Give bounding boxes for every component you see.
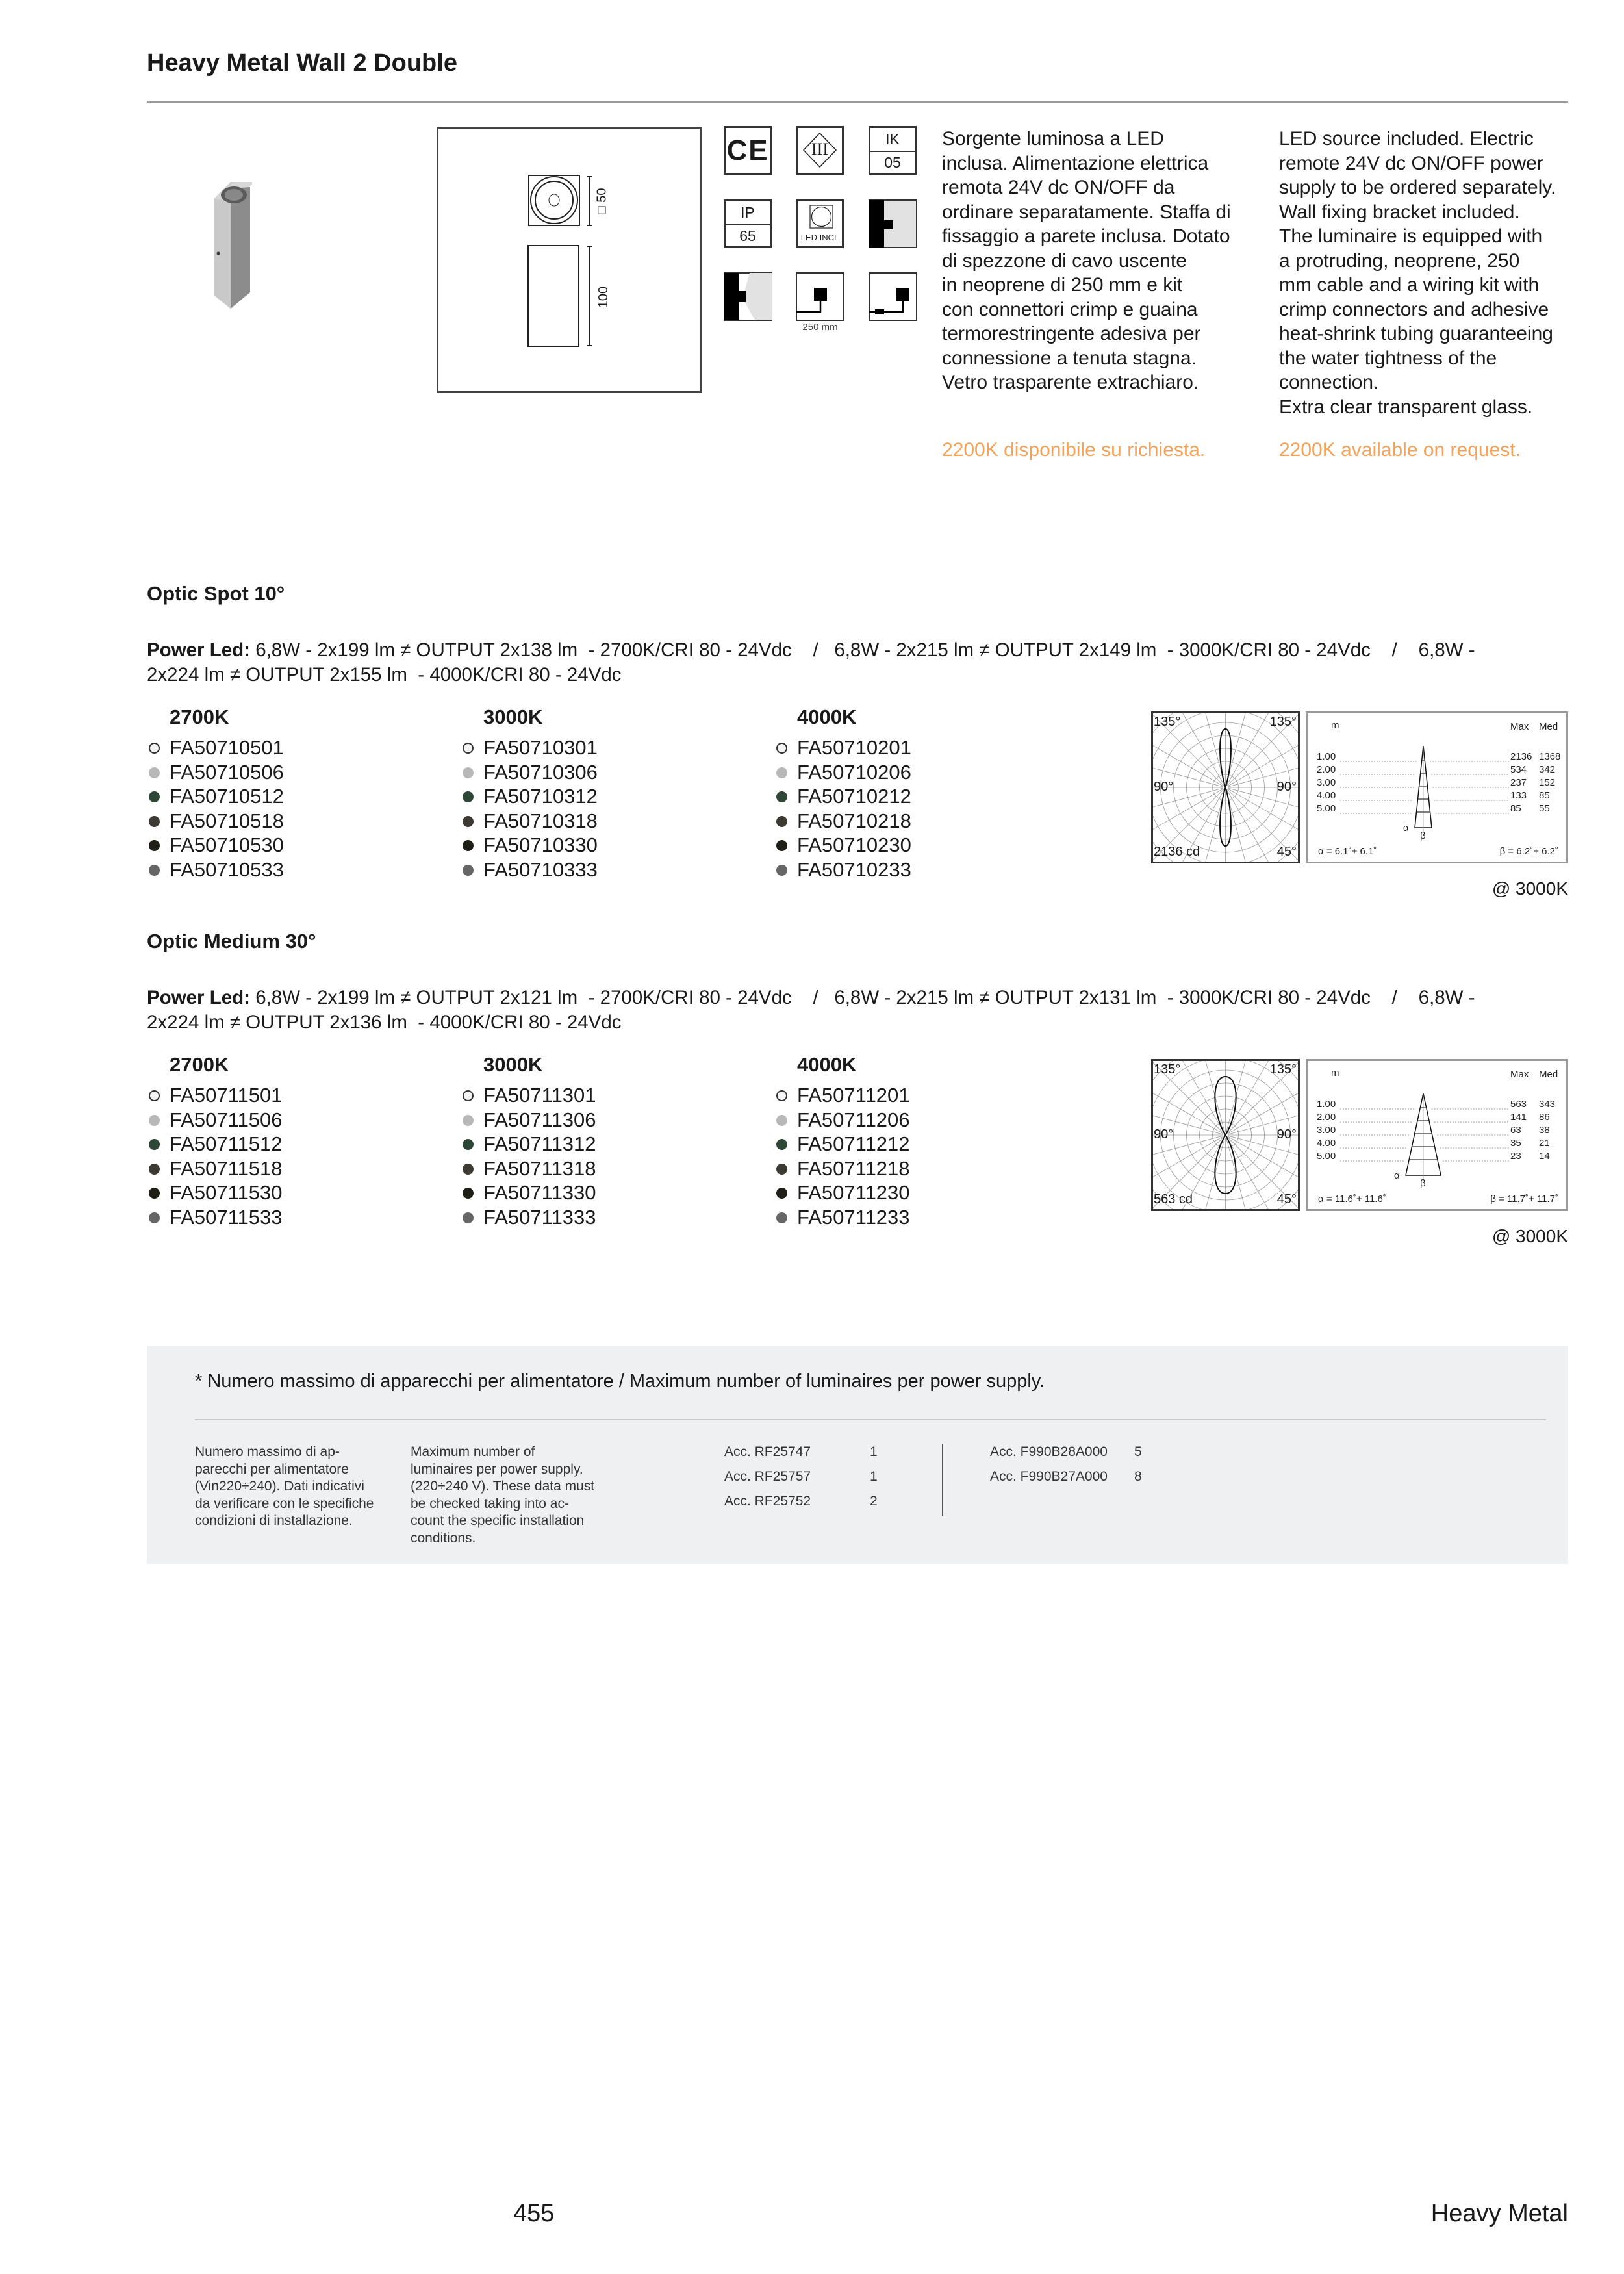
angle-label: 90° bbox=[1276, 780, 1297, 794]
product-code-row bbox=[483, 1181, 596, 1205]
finish-color-swatch bbox=[149, 791, 160, 802]
alpha-symbol: α bbox=[1394, 1170, 1400, 1181]
supply-text-line: da verificare con le specifiche bbox=[195, 1496, 374, 1511]
angle-label: 90° bbox=[1154, 780, 1174, 794]
product-code-row bbox=[797, 1156, 910, 1181]
supply-text-line: conditions. bbox=[411, 1530, 476, 1546]
finish-color-swatch bbox=[776, 767, 787, 778]
product-code-row bbox=[483, 858, 598, 882]
power-supply-divider bbox=[195, 1419, 1546, 1420]
product-code: FA50710330 bbox=[483, 834, 598, 856]
power-led-spec bbox=[147, 986, 1475, 1035]
description-line: fissaggio a parete inclusa. Dotato bbox=[942, 225, 1230, 247]
width-dimension: □ 50 bbox=[594, 188, 609, 214]
description-line: The luminaire is equipped with bbox=[1279, 225, 1543, 247]
accessory-code: Acc. RF25747 bbox=[724, 1444, 811, 1459]
distance-value: 2.00 bbox=[1317, 764, 1336, 775]
unit-label: m bbox=[1331, 1067, 1339, 1079]
product-code-row bbox=[170, 858, 284, 882]
product-code-row bbox=[170, 833, 284, 858]
finish-color-swatch bbox=[149, 1090, 160, 1101]
max-lux-value: 563 bbox=[1510, 1099, 1527, 1110]
angle-label: 135° bbox=[1269, 1062, 1297, 1077]
med-lux-value: 343 bbox=[1539, 1099, 1556, 1110]
product-code-row bbox=[797, 833, 911, 858]
product-code: FA50711312 bbox=[483, 1132, 596, 1155]
ip-label: IP bbox=[726, 201, 770, 225]
power-led-line: 2x224 lm ≠ OUTPUT 2x136 lm - 4000K/CRI 80 - 24Vdc bbox=[147, 1012, 622, 1033]
height-dimension: 100 bbox=[596, 286, 611, 309]
med-column-header: Med bbox=[1539, 721, 1558, 732]
product-code: FA50711218 bbox=[797, 1156, 910, 1180]
ce-mark-icon: CE bbox=[724, 126, 772, 175]
max-column-header: Max bbox=[1510, 721, 1529, 732]
max-luminaires-count: 2 bbox=[870, 1494, 878, 1509]
med-lux-value: 86 bbox=[1539, 1112, 1550, 1123]
max-lux-value: 141 bbox=[1510, 1112, 1527, 1123]
finish-color-swatch bbox=[463, 816, 474, 827]
product-code-row bbox=[170, 735, 284, 760]
header-divider bbox=[147, 101, 1568, 103]
finish-color-swatch bbox=[776, 1164, 787, 1175]
peak-intensity-label: 2136 cd bbox=[1154, 845, 1200, 859]
finish-color-swatch bbox=[463, 791, 474, 802]
product-code: FA50710218 bbox=[797, 809, 911, 832]
product-code: FA50710201 bbox=[797, 736, 911, 759]
product-code-row bbox=[797, 809, 911, 834]
product-code: FA50711506 bbox=[170, 1108, 283, 1131]
max-luminaires-count: 1 bbox=[870, 1469, 878, 1484]
med-column-header: Med bbox=[1539, 1069, 1558, 1080]
color-temperature-header: 3000K bbox=[483, 1053, 543, 1076]
finish-color-swatch bbox=[463, 1164, 474, 1175]
finish-color-swatch bbox=[463, 840, 474, 851]
product-image bbox=[205, 175, 296, 318]
description-line: the water tightness of the bbox=[1279, 347, 1497, 369]
med-lux-value: 152 bbox=[1539, 777, 1556, 788]
med-lux-value: 85 bbox=[1539, 790, 1550, 801]
note-2200k-english: 2200K available on request. bbox=[1279, 439, 1521, 461]
finish-color-swatch bbox=[776, 816, 787, 827]
product-code-row bbox=[483, 1108, 596, 1132]
med-lux-value: 342 bbox=[1539, 764, 1556, 775]
product-code-row bbox=[797, 784, 911, 809]
power-led-label: Power Led: bbox=[147, 987, 250, 1008]
max-luminaires-count: 5 bbox=[1134, 1444, 1142, 1459]
product-code: FA50711512 bbox=[170, 1132, 283, 1155]
unit-label: m bbox=[1331, 720, 1339, 731]
product-code: FA50710333 bbox=[483, 858, 598, 881]
product-code: FA50710312 bbox=[483, 785, 598, 808]
product-code-row bbox=[170, 784, 284, 809]
description-line: Vetro trasparente extrachiaro. bbox=[942, 372, 1199, 393]
supply-text-line: condizioni di installazione. bbox=[195, 1513, 353, 1528]
med-lux-value: 21 bbox=[1539, 1138, 1550, 1149]
product-code: FA50711530 bbox=[170, 1181, 283, 1204]
angle-label: 135° bbox=[1269, 715, 1297, 729]
med-lux-value: 14 bbox=[1539, 1151, 1550, 1162]
ik-rating-icon bbox=[869, 126, 917, 175]
finish-color-swatch bbox=[463, 767, 474, 778]
power-led-line: 2x224 lm ≠ OUTPUT 2x155 lm - 4000K/CRI 80 - 24Vdc bbox=[147, 664, 622, 685]
finish-color-swatch bbox=[776, 1188, 787, 1199]
finish-color-swatch bbox=[776, 1212, 787, 1223]
angle-label: 135° bbox=[1154, 1062, 1181, 1077]
max-lux-value: 2136 bbox=[1510, 751, 1532, 762]
description-line: Wall fixing bracket included. bbox=[1279, 201, 1520, 223]
power-led-label: Power Led: bbox=[147, 639, 250, 661]
product-code-row bbox=[483, 1205, 596, 1230]
cable-length-icon bbox=[796, 272, 844, 321]
product-code: FA50711206 bbox=[797, 1108, 910, 1131]
finish-color-swatch bbox=[776, 1139, 787, 1150]
product-code: FA50711518 bbox=[170, 1156, 283, 1180]
angle-label: 45° bbox=[1276, 1192, 1297, 1207]
product-code: FA50711212 bbox=[797, 1132, 910, 1155]
product-code-row bbox=[797, 735, 911, 760]
finish-color-swatch bbox=[149, 840, 160, 851]
polar-light-distribution-chart bbox=[1151, 711, 1300, 863]
max-lux-value: 85 bbox=[1510, 803, 1521, 814]
product-code-row bbox=[483, 809, 598, 834]
product-code: FA50710506 bbox=[170, 760, 284, 784]
max-luminaires-count: 1 bbox=[870, 1444, 878, 1459]
description-line: mm cable and a wiring kit with bbox=[1279, 274, 1540, 296]
power-led-line: 6,8W - 2x199 lm ≠ OUTPUT 2x138 lm - 2700K/CRI 80 - 24Vdc / 6,8W - 2x215 lm ≠ OUTPUT 2x149 lm - 3000K/CRI 80 - 24Vdc / 6,8W - bbox=[250, 639, 1475, 661]
angle-label: 90° bbox=[1154, 1127, 1174, 1142]
product-code: FA50710230 bbox=[797, 834, 911, 856]
product-code-row bbox=[170, 760, 284, 785]
product-code-row bbox=[483, 1156, 596, 1181]
ip-value: 65 bbox=[739, 227, 756, 245]
product-code: FA50711330 bbox=[483, 1181, 596, 1204]
product-code: FA50711301 bbox=[483, 1084, 596, 1106]
supply-text-italian bbox=[195, 1444, 374, 1530]
product-code: FA50711201 bbox=[797, 1084, 910, 1106]
product-code: FA50710233 bbox=[797, 858, 911, 881]
beta-symbol: β bbox=[1420, 830, 1426, 841]
supply-column-divider bbox=[942, 1444, 943, 1516]
distance-value: 5.00 bbox=[1317, 1151, 1336, 1162]
description-line: connessione a tenuta stagna. bbox=[942, 347, 1197, 369]
max-lux-value: 63 bbox=[1510, 1125, 1521, 1136]
ik-value: 05 bbox=[884, 154, 901, 172]
product-code: FA50711233 bbox=[797, 1205, 910, 1229]
description-line: in neoprene di 250 mm e kit bbox=[942, 274, 1183, 296]
max-lux-value: 237 bbox=[1510, 777, 1527, 788]
note-2200k-italian: 2200K disponibile su richiesta. bbox=[942, 439, 1206, 461]
beta-angle: β = 6.2˚+ 6.2˚ bbox=[1499, 846, 1558, 857]
product-code-row bbox=[483, 1083, 596, 1108]
polar-light-distribution-chart bbox=[1151, 1059, 1300, 1211]
description-line: a protruding, neoprene, 250 bbox=[1279, 249, 1520, 272]
supply-text-line: Numero massimo di ap- bbox=[195, 1444, 340, 1459]
supply-text-line: Maximum number of bbox=[411, 1444, 535, 1459]
product-code: FA50710501 bbox=[170, 736, 284, 759]
distance-value: 4.00 bbox=[1317, 1138, 1336, 1149]
finish-color-swatch bbox=[463, 1212, 474, 1223]
angle-label: 45° bbox=[1276, 845, 1297, 859]
alpha-angle: α = 11.6˚+ 11.6˚ bbox=[1318, 1194, 1386, 1205]
optic-section-title: Optic Medium 30° bbox=[147, 930, 316, 952]
finish-color-swatch bbox=[149, 1139, 160, 1150]
finish-color-swatch bbox=[149, 1164, 160, 1175]
description-line: inclusa. Alimentazione elettrica bbox=[942, 152, 1209, 174]
med-lux-value: 1368 bbox=[1539, 751, 1561, 762]
protection-class-iii-icon: III bbox=[796, 126, 844, 175]
finish-color-swatch bbox=[149, 865, 160, 876]
product-code-row bbox=[797, 1083, 910, 1108]
product-code-row bbox=[170, 1132, 283, 1156]
product-code: FA50711306 bbox=[483, 1108, 596, 1131]
product-code: FA50710212 bbox=[797, 785, 911, 808]
finish-color-swatch bbox=[463, 1115, 474, 1126]
peak-intensity-label: 563 cd bbox=[1154, 1192, 1193, 1207]
description-line: supply to be ordered separately. bbox=[1279, 177, 1556, 198]
distance-value: 3.00 bbox=[1317, 777, 1336, 788]
product-code: FA50710318 bbox=[483, 809, 598, 832]
page-title: Heavy Metal Wall 2 Double bbox=[147, 49, 457, 77]
max-column-header: Max bbox=[1510, 1069, 1529, 1080]
description-line: heat-shrink tubing guaranteeing bbox=[1279, 323, 1553, 344]
product-code-row bbox=[797, 1181, 910, 1205]
product-code-row bbox=[483, 760, 598, 785]
description-line: crimp connectors and adhesive bbox=[1279, 298, 1549, 320]
accessory-code: Acc. RF25757 bbox=[724, 1469, 811, 1484]
color-temperature-header: 2700K bbox=[170, 706, 229, 728]
light-emission-icon bbox=[724, 272, 772, 321]
product-code: FA50711501 bbox=[170, 1084, 283, 1106]
alpha-symbol: α bbox=[1403, 823, 1409, 834]
supply-text-line: (220÷240 V). These data must bbox=[411, 1479, 595, 1494]
product-code-row bbox=[170, 1108, 283, 1132]
med-lux-value: 55 bbox=[1539, 803, 1550, 814]
product-code: FA50710512 bbox=[170, 785, 284, 808]
product-code: FA50711318 bbox=[483, 1156, 596, 1180]
finish-color-swatch bbox=[776, 1090, 787, 1101]
description-line: ordinare separatamente. Staffa di bbox=[942, 201, 1231, 223]
product-code-row bbox=[797, 1205, 910, 1230]
finish-color-swatch bbox=[776, 743, 787, 754]
max-luminaires-count: 8 bbox=[1134, 1469, 1142, 1484]
color-temperature-header: 3000K bbox=[483, 706, 543, 728]
description-line: connection. bbox=[1279, 372, 1379, 393]
description-line: termorestringente adesiva per bbox=[942, 323, 1201, 344]
wall-mount-icon bbox=[869, 199, 917, 248]
description-english bbox=[1279, 127, 1556, 419]
product-code-row bbox=[797, 858, 911, 882]
product-code-row bbox=[170, 1181, 283, 1205]
illuminance-table bbox=[1306, 1059, 1568, 1211]
product-code: FA50710306 bbox=[483, 760, 598, 784]
cable-length-label: 250 mm bbox=[802, 322, 838, 333]
max-lux-value: 133 bbox=[1510, 790, 1527, 801]
product-code-row bbox=[797, 1132, 910, 1156]
beta-symbol: β bbox=[1420, 1178, 1426, 1189]
color-temperature-header: 2700K bbox=[170, 1053, 229, 1076]
supply-text-line: (Vin220÷240). Dati indicativi bbox=[195, 1479, 364, 1494]
description-italian bbox=[942, 127, 1231, 395]
power-supply-note: * Numero massimo di apparecchi per alimentatore / Maximum number of luminaires per power supply. bbox=[195, 1371, 1045, 1392]
distance-value: 4.00 bbox=[1317, 790, 1336, 801]
finish-color-swatch bbox=[776, 840, 787, 851]
measurement-temperature-note: @ 3000K bbox=[1491, 878, 1568, 899]
finish-color-swatch bbox=[463, 1090, 474, 1101]
alpha-angle: α = 6.1˚+ 6.1˚ bbox=[1318, 846, 1377, 857]
finish-color-swatch bbox=[149, 743, 160, 754]
color-temperature-header: 4000K bbox=[797, 1053, 857, 1076]
supply-text-line: luminaires per power supply. bbox=[411, 1461, 583, 1477]
finish-color-swatch bbox=[149, 1188, 160, 1199]
product-code: FA50710518 bbox=[170, 809, 284, 832]
product-code: FA50710533 bbox=[170, 858, 284, 881]
max-lux-value: 35 bbox=[1510, 1138, 1521, 1149]
product-code-row bbox=[170, 1083, 283, 1108]
angle-label: 135° bbox=[1154, 715, 1181, 729]
color-temperature-header: 4000K bbox=[797, 706, 857, 728]
dimension-drawing bbox=[437, 127, 702, 393]
description-line: Sorgente luminosa a LED bbox=[942, 128, 1164, 149]
ik-label: IK bbox=[870, 128, 915, 152]
finish-color-swatch bbox=[463, 865, 474, 876]
page-number: 455 bbox=[513, 2200, 555, 2227]
accessory-code: Acc. F990B27A000 bbox=[990, 1469, 1108, 1484]
supply-text-line: count the specific installation bbox=[411, 1513, 585, 1528]
distance-value: 5.00 bbox=[1317, 803, 1336, 814]
product-code-row bbox=[483, 833, 598, 858]
finish-color-swatch bbox=[149, 816, 160, 827]
max-lux-value: 23 bbox=[1510, 1151, 1521, 1162]
finish-color-swatch bbox=[463, 1188, 474, 1199]
distance-value: 3.00 bbox=[1317, 1125, 1336, 1136]
product-code: FA50710530 bbox=[170, 834, 284, 856]
supply-text-english bbox=[411, 1444, 594, 1547]
med-lux-value: 38 bbox=[1539, 1125, 1550, 1136]
description-line: remota 24V dc ON/OFF da bbox=[942, 177, 1175, 198]
product-code-row bbox=[170, 1205, 283, 1230]
finish-color-swatch bbox=[149, 767, 160, 778]
accessory-code: Acc. F990B28A000 bbox=[990, 1444, 1108, 1459]
distance-value: 1.00 bbox=[1317, 751, 1336, 762]
distance-value: 2.00 bbox=[1317, 1112, 1336, 1123]
finish-color-swatch bbox=[776, 791, 787, 802]
measurement-temperature-note: @ 3000K bbox=[1491, 1226, 1568, 1246]
connector-kit-icon bbox=[869, 272, 917, 321]
power-led-line: 6,8W - 2x199 lm ≠ OUTPUT 2x121 lm - 2700K/CRI 80 - 24Vdc / 6,8W - 2x215 lm ≠ OUTPUT 2x131 lm - 3000K/CRI 80 - 24Vdc / 6,8W - bbox=[250, 987, 1475, 1008]
supply-text-line: be checked taking into ac- bbox=[411, 1496, 569, 1511]
product-code-row bbox=[483, 784, 598, 809]
optic-section-title: Optic Spot 10° bbox=[147, 582, 285, 605]
power-led-spec bbox=[147, 638, 1475, 687]
product-code: FA50711333 bbox=[483, 1205, 596, 1229]
description-line: Extra clear transparent glass. bbox=[1279, 396, 1533, 418]
product-code: FA50711230 bbox=[797, 1181, 910, 1204]
product-code-row bbox=[483, 735, 598, 760]
finish-color-swatch bbox=[776, 865, 787, 876]
product-code-row bbox=[170, 809, 284, 834]
product-code-row bbox=[483, 1132, 596, 1156]
angle-label: 90° bbox=[1276, 1127, 1297, 1142]
supply-text-line: parecchi per alimentatore bbox=[195, 1461, 349, 1477]
product-code: FA50710206 bbox=[797, 760, 911, 784]
finish-color-swatch bbox=[463, 1139, 474, 1150]
accessory-code: Acc. RF25752 bbox=[724, 1494, 811, 1509]
product-code-row bbox=[170, 1156, 283, 1181]
max-lux-value: 534 bbox=[1510, 764, 1527, 775]
footer-section-name: Heavy Metal bbox=[1430, 2200, 1568, 2227]
finish-color-swatch bbox=[149, 1212, 160, 1223]
finish-color-swatch bbox=[463, 743, 474, 754]
beta-angle: β = 11.7˚+ 11.7˚ bbox=[1490, 1194, 1558, 1205]
finish-color-swatch bbox=[149, 1115, 160, 1126]
finish-color-swatch bbox=[776, 1115, 787, 1126]
distance-value: 1.00 bbox=[1317, 1099, 1336, 1110]
led-included-icon: LED INCL bbox=[796, 199, 844, 248]
description-line: LED source included. Electric bbox=[1279, 128, 1534, 149]
description-line: di spezzone di cavo uscente bbox=[942, 249, 1187, 272]
product-code: FA50711533 bbox=[170, 1205, 283, 1229]
description-line: con connettori crimp e guaina bbox=[942, 298, 1198, 320]
ip-rating-icon bbox=[724, 199, 772, 248]
product-code: FA50710301 bbox=[483, 736, 598, 759]
description-line: remote 24V dc ON/OFF power bbox=[1279, 152, 1543, 174]
product-code-row bbox=[797, 1108, 910, 1132]
illuminance-table bbox=[1306, 711, 1568, 863]
product-code-row bbox=[797, 760, 911, 785]
